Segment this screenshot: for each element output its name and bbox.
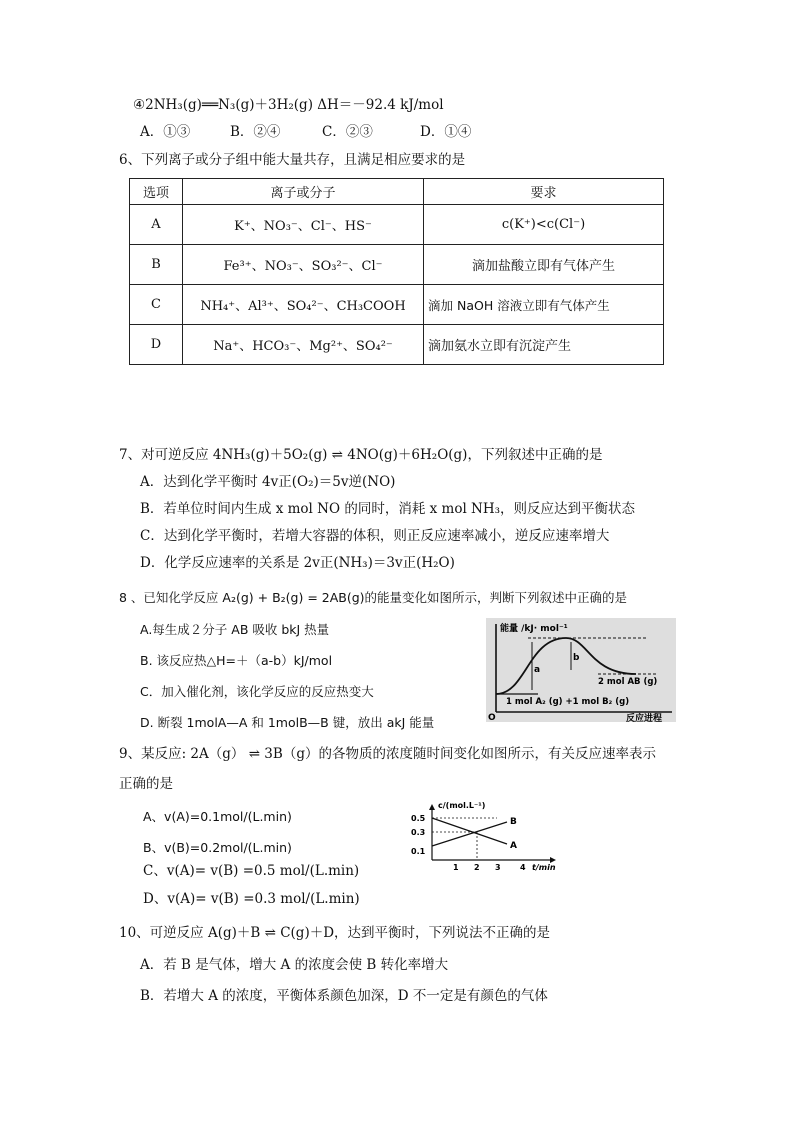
- q7-option-d[interactable]: D．化学反应速率的关系是 2v正(NH₃)＝3v正(H₂O): [140, 555, 455, 571]
- progress-axis-label: 反应进程: [626, 714, 663, 722]
- header-requirement: 要求: [424, 179, 664, 205]
- row-ions: NH₄⁺、Al³⁺、SO₄²⁻、CH₃COOH: [183, 285, 424, 325]
- header-option: 选项: [130, 179, 183, 205]
- table-row: [130, 325, 664, 365]
- q6-ion-table: [129, 178, 664, 365]
- row-ions: Fe³⁺、NO₃⁻、SO₃²⁻、Cl⁻: [183, 245, 424, 285]
- product-label: 2 mol AB (g): [598, 677, 658, 687]
- row-option: C: [130, 285, 183, 325]
- y-axis-label: c/(mol.L⁻¹): [438, 801, 486, 810]
- q5-option-d[interactable]: D．①④: [420, 124, 472, 140]
- row-requirement: c(K⁺)<c(Cl⁻): [424, 205, 664, 245]
- row-option: D: [130, 325, 183, 365]
- series-b-label: B: [510, 817, 517, 827]
- q5-option-b[interactable]: B．②④: [230, 124, 281, 140]
- q8-option-d[interactable]: D. 断裂 1molA—A 和 1molB—B 键，放出 akJ 能量: [140, 715, 435, 730]
- xtick-1: 1: [453, 863, 459, 872]
- q9-stem-line2: 正确的是: [119, 776, 173, 792]
- q8-option-b[interactable]: B. 该反应热△H=＋（a-b）kJ/mol: [140, 653, 333, 668]
- y-axis-arrow-icon: [429, 804, 435, 810]
- q7-option-a[interactable]: A．达到化学平衡时 4v正(O₂)＝5v逆(NO): [140, 474, 396, 490]
- energy-axis-label: 能量 /kJ· mol⁻¹: [500, 624, 568, 634]
- energy-diagram: [486, 618, 676, 722]
- q8-option-a[interactable]: A.每生成２分子 AB 吸收 bkJ 热量: [140, 622, 330, 637]
- table-row: [130, 205, 664, 245]
- q10-option-b[interactable]: B．若增大 A 的浓度，平衡体系颜色加深，D 不一定是有颜色的气体: [140, 988, 548, 1004]
- concentration-chart: [402, 800, 568, 874]
- row-option: A: [130, 205, 183, 245]
- reactant-label: 1 mol A₂ (g) +1 mol B₂ (g): [506, 697, 630, 707]
- series-a-label: A: [510, 841, 517, 851]
- xtick-4: 4: [520, 863, 526, 872]
- q10-stem: 10、可逆反应 A(g)＋B ⇌ C(g)＋D，达到平衡时，下列说法不正确的是: [119, 925, 551, 941]
- q9-option-c[interactable]: C、v(A)= v(B) =0.5 mol/(L.min): [143, 863, 360, 879]
- q6-stem: 6、下列离子或分子组中能大量共存，且满足相应要求的是: [119, 152, 466, 168]
- ytick-0-3: 0.3: [411, 828, 426, 837]
- label-b: b: [573, 653, 580, 663]
- q8-option-c[interactable]: C．加入催化剂，该化学反应的反应热变大: [140, 684, 374, 699]
- q9-stem-line1: 9、某反应: 2A（g） ⇌ 3B（g）的各物质的浓度随时间变化如图所示，有关反应速率表示: [119, 746, 656, 762]
- ytick-0-1: 0.1: [411, 847, 426, 856]
- q9-option-d[interactable]: D、v(A)= v(B) =0.3 mol/(L.min): [143, 891, 360, 907]
- q5-option-c[interactable]: C．②③: [322, 124, 373, 140]
- table-header-row: [130, 179, 664, 205]
- row-ions: K⁺、NO₃⁻、Cl⁻、HS⁻: [183, 205, 424, 245]
- row-requirement: 滴加氨水立即有沉淀产生: [424, 325, 664, 365]
- q7-stem: 7、对可逆反应 4NH₃(g)＋5O₂(g) ⇌ 4NO(g)＋6H₂O(g)，下列叙述中正确的是: [119, 447, 603, 463]
- q9-option-b[interactable]: B、v(B)=0.2mol/(L.min): [143, 840, 292, 855]
- xtick-3: 3: [495, 863, 501, 872]
- origin-label: O: [488, 713, 496, 722]
- label-a: a: [534, 665, 541, 675]
- q7-option-b[interactable]: B．若单位时间内生成 x mol NO 的同时，消耗 x mol NH₃，则反应达到平衡状态: [140, 501, 636, 517]
- series-b-line: [432, 822, 507, 846]
- row-option: B: [130, 245, 183, 285]
- xtick-2: 2: [474, 863, 480, 872]
- q9-option-a[interactable]: A、v(A)=0.1mol/(L.min): [143, 809, 292, 824]
- ytick-0-5: 0.5: [411, 814, 426, 823]
- q7-option-c[interactable]: C．达到化学平衡时，若增大容器的体积，则正反应速率减小，逆反应速率增大: [140, 528, 610, 544]
- q5-option-a[interactable]: A．①③: [140, 124, 191, 140]
- row-ions: Na⁺、HCO₃⁻、Mg²⁺、SO₄²⁻: [183, 325, 424, 365]
- series-a-line: [432, 818, 507, 844]
- x-axis-label: t/min: [532, 863, 556, 872]
- table-row: [130, 285, 664, 325]
- row-requirement: 滴加盐酸立即有气体产生: [424, 245, 664, 285]
- row-requirement: 滴加 NaOH 溶液立即有气体产生: [424, 285, 664, 325]
- q8-stem: 8 、已知化学反应 A₂(g) + B₂(g) = 2AB(g)的能量变化如图所示，判断下列叙述中正确的是: [119, 590, 628, 605]
- q10-option-a[interactable]: A．若 B 是气体，增大 A 的浓度会使 B 转化率增大: [140, 957, 449, 973]
- q5-equation-4: ④2NH₃(g)══N₃(g)＋3H₂(g) ΔH＝－92.4 kJ/mol: [133, 97, 444, 113]
- table-row: [130, 245, 664, 285]
- header-ions: 离子或分子: [183, 179, 424, 205]
